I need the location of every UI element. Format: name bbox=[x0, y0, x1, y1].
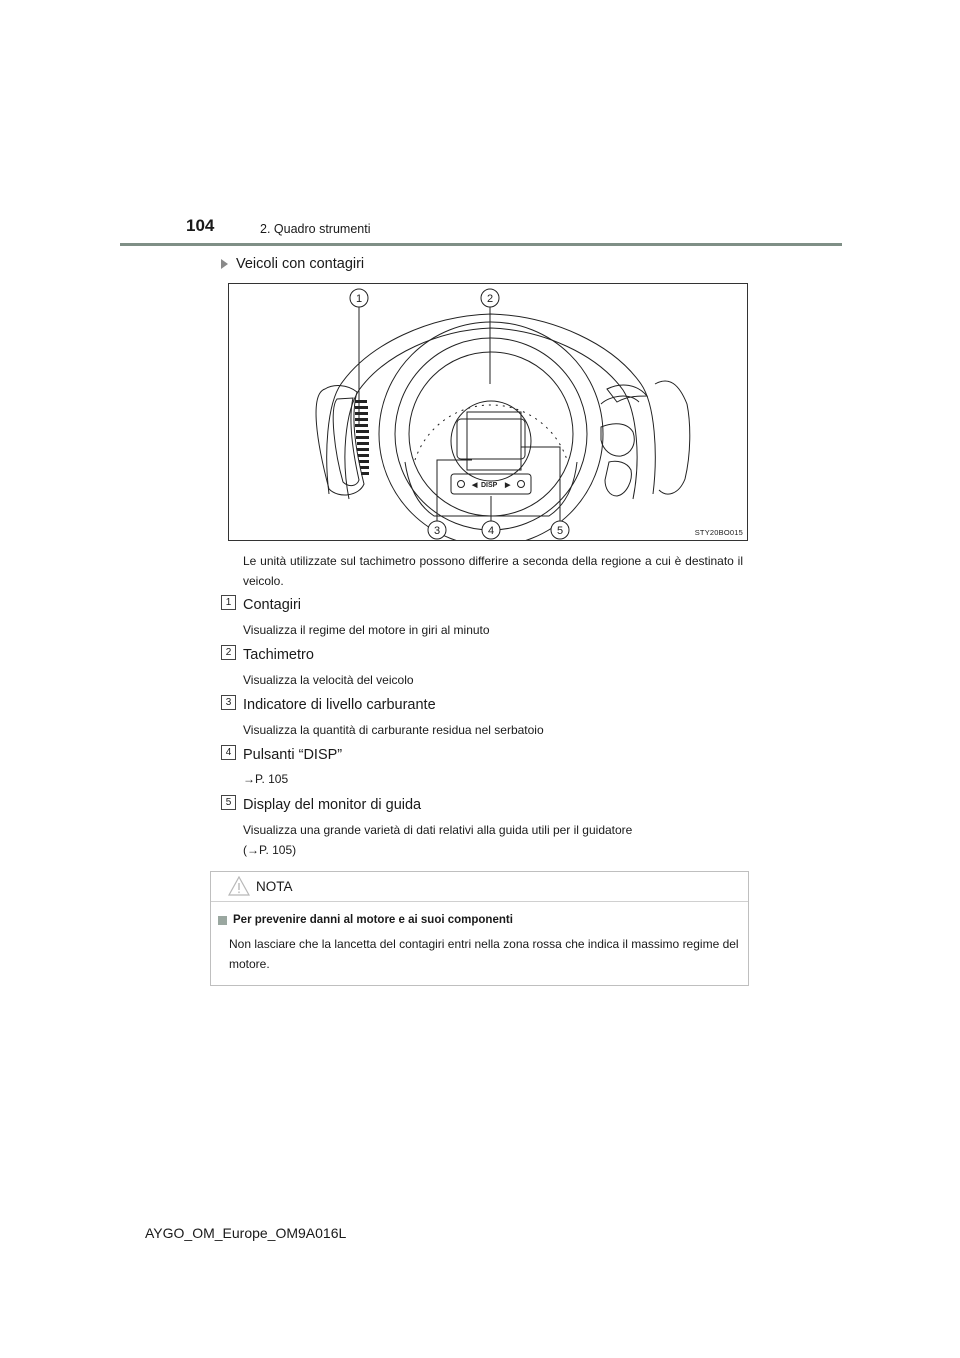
item-desc-2: Visualizza la velocità del veicolo bbox=[243, 673, 414, 687]
header-divider bbox=[120, 243, 842, 246]
item-number-5: 5 bbox=[221, 795, 236, 810]
item-title-2: Tachimetro bbox=[243, 647, 314, 663]
nota-subtitle bbox=[218, 914, 513, 926]
nota-header bbox=[211, 872, 748, 902]
item-title-5: Display del monitor di guida bbox=[243, 797, 422, 813]
item-desc-3: Visualizza la quantità di carburante residua nel serbatoio bbox=[243, 723, 544, 737]
instrument-cluster-figure bbox=[228, 283, 748, 541]
callout-1: 1 bbox=[355, 293, 363, 305]
callout-2: 2 bbox=[486, 293, 494, 305]
item-desc-5: Visualizza una grande varietà di dati relativi alla guida utili per il guidatore bbox=[243, 823, 633, 837]
disp-button-label: DISP bbox=[481, 482, 498, 489]
item-title-1: Contagiri bbox=[243, 597, 302, 613]
disp-right-arrow: ▶ bbox=[505, 482, 511, 489]
disp-left-arrow: ◀ bbox=[472, 482, 478, 489]
item-desc-5-ref: (→P. 105) bbox=[243, 843, 297, 857]
nota-body: Non lasciare che la lancetta del contagiri entri nella zona rossa che indica il massimo regime del motore. bbox=[229, 937, 739, 971]
intro-paragraph: Le unità utilizzate sul tachimetro possono differire a seconda della regione a cui è destinato il veicolo. bbox=[243, 554, 743, 588]
footer-code: AYGO_OM_Europe_OM9A016L bbox=[145, 1225, 347, 1241]
item-number-1: 1 bbox=[221, 595, 236, 610]
callout-4: 4 bbox=[487, 525, 495, 537]
item-desc-4: →P. 105 bbox=[243, 772, 289, 786]
item-title-4: Pulsanti “DISP” bbox=[243, 747, 343, 763]
figure-code: STY20BO015 bbox=[694, 528, 743, 537]
square-bullet-icon bbox=[218, 916, 227, 925]
item-number-4: 4 bbox=[221, 745, 236, 760]
chapter-title: 2. Quadro strumenti bbox=[260, 222, 371, 236]
item-title-3: Indicatore di livello carburante bbox=[243, 697, 436, 713]
callout-5: 5 bbox=[556, 525, 564, 537]
nota-subtitle-text: Per prevenire danni al motore e ai suoi componenti bbox=[233, 914, 513, 926]
page-number: 104 bbox=[186, 216, 215, 235]
item-number-2: 2 bbox=[221, 645, 236, 660]
nota-title: NOTA bbox=[256, 879, 293, 894]
instrument-cluster-illustration bbox=[229, 284, 747, 540]
section-title-text: Veicoli con contagiri bbox=[236, 256, 365, 272]
nota-box bbox=[210, 871, 749, 986]
section-title bbox=[221, 256, 364, 272]
callout-3: 3 bbox=[433, 525, 441, 537]
item-desc-1: Visualizza il regime del motore in giri al minuto bbox=[243, 623, 490, 637]
triangle-bullet-icon bbox=[221, 259, 228, 269]
item-number-3: 3 bbox=[221, 695, 236, 710]
warning-triangle-icon bbox=[228, 876, 250, 896]
